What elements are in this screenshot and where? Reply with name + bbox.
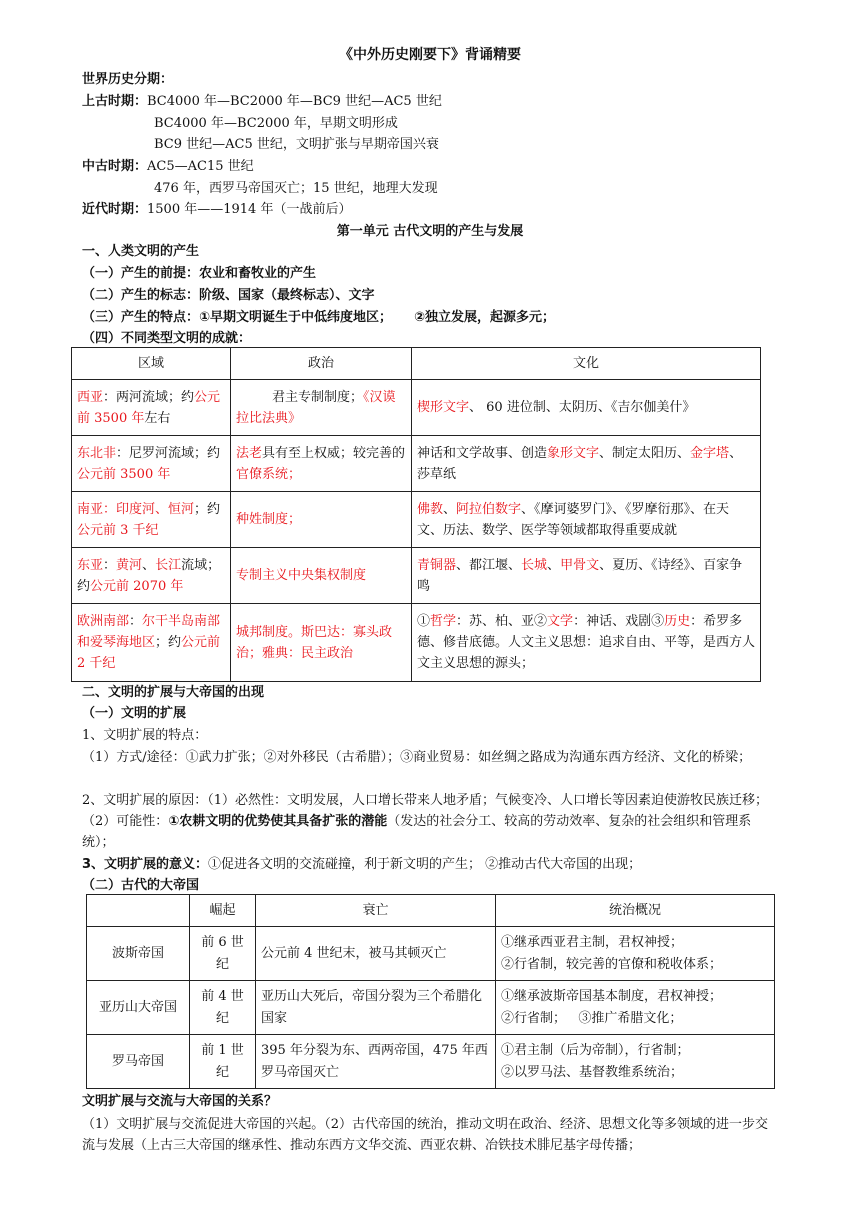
- document-title: 《中外历史刚要下》背诵精要: [339, 47, 521, 63]
- region-cell: 西亚：两河流域；约公元前 3500 年左右: [72, 380, 231, 436]
- sec2-p1: 1、文明扩展的特点：: [82, 728, 208, 743]
- sec1-premise: （一）产生的前提：农业和畜牧业的产生: [82, 266, 317, 281]
- culture-cell: ①哲学：苏、柏、亚②文学：神话、戏剧③历史：希罗多德、修昔底德。人文主义思想：追求自由、平等，是西方人文主义思想的源头；: [412, 604, 761, 682]
- culture-cell: 青铜器、都江堰、长城、甲骨文、夏历、《诗经》、百家争鸣: [412, 548, 761, 604]
- period-medieval-range: AC5—AC15 世纪: [147, 159, 254, 174]
- table-row: [87, 927, 775, 981]
- empire-name: 罗马帝国: [87, 1035, 190, 1089]
- politics-cell: 城邦制度。斯巴达：寡头政治；雅典：民主政治: [231, 604, 412, 682]
- col-header-region: 区域: [72, 348, 231, 380]
- empire-fall: 395 年分裂为东、西两帝国，475 年西罗马帝国灭亡: [256, 1035, 496, 1089]
- empire-fall: 公元前 4 世纪末，被马其顿灭亡: [256, 927, 496, 981]
- region-cell: 南亚：印度河、恒河；约公元前 3 千纪: [72, 492, 231, 548]
- period-modern: [82, 200, 351, 220]
- period-modern-range: 1500 年——1914 年（一战前后）: [147, 202, 352, 217]
- col-header-empty: [87, 895, 190, 927]
- period-ancient-range: BC4000 年—BC2000 年—BC9 世纪—AC5 世纪: [147, 94, 442, 109]
- sec2-p4: 3、文明扩展的意义：①促进各文明的交流碰撞，利于新文明的产生； ②推动古代大帝国的出现；: [82, 857, 642, 872]
- table-row: [72, 492, 761, 548]
- empire-rule: ①继承西亚君主制，君权神授； ②行省制，较完善的官僚和税收体系；: [496, 927, 775, 981]
- table-row: [87, 1035, 775, 1089]
- sec1-features: [82, 308, 555, 328]
- region-cell: 欧洲南部：尔干半岛南部和爱琴海地区；约公元前 2 千纪: [72, 604, 231, 682]
- sec1-achievements: （四）不同类型文明的成就：: [82, 331, 252, 346]
- sec2-p3: 2、文明扩展的原因：（1）必然性：文明发展，人口增长带来人地矛盾；气候变冷、人口增长等因素迫使游牧民族迁移；（2）可能性：①农耕文明的优势使其具备扩张的潜能（发达的社会分工、较高的劳动效率、复杂的社会组织和管理系统）；: [82, 793, 769, 850]
- empire-rule: ①继承波斯帝国基本制度，君权神授； ②行省制； ③推广希腊文化；: [496, 981, 775, 1035]
- period-medieval-label: 中古时期：: [82, 159, 148, 174]
- region-cell: 东亚：黄河、长江流域；约公元前 2070 年: [72, 548, 231, 604]
- politics-cell: 种姓制度；: [231, 492, 412, 548]
- culture-cell: 楔形文字、 60 进位制、太阴历、《吉尔伽美什》: [412, 380, 761, 436]
- sec1-markers: （二）产生的标志：阶级、国家（最终标志）、文字: [82, 288, 375, 303]
- sec1-features-b: ②独立发展，起源多元；: [414, 310, 556, 325]
- region-cell: 东北非：尼罗河流域；约公元前 3500 年: [72, 436, 231, 492]
- empire-fall: 亚历山大死后，帝国分裂为三个希腊化国家: [256, 981, 496, 1035]
- empire-table: [86, 894, 775, 1089]
- period-ancient: [82, 92, 442, 112]
- period-ancient-sub2: BC9 世纪—AC5 世纪，文明扩张与早期帝国兴衰: [154, 137, 439, 152]
- col-header-rise: 崛起: [190, 895, 256, 927]
- table-row: [72, 548, 761, 604]
- col-header-culture: 文化: [412, 348, 761, 380]
- sec2-heading: 二、文明的扩展与大帝国的出现: [82, 685, 265, 700]
- empire-rise: 前 1 世纪: [190, 1035, 256, 1089]
- col-header-rule: 统治概况: [496, 895, 775, 927]
- empire-name: 亚历山大帝国: [87, 981, 190, 1035]
- sec1-features-a: （三）产生的特点：①早期文明诞生于中低纬度地区；: [82, 310, 393, 325]
- unit-title: 第一单元 古代文明的产生与发展: [336, 224, 524, 239]
- empire-rise: 前 6 世纪: [190, 927, 256, 981]
- empire-name: 波斯帝国: [87, 927, 190, 981]
- sec3-heading: 文明扩展与交流与大帝国的关系？: [82, 1094, 278, 1109]
- table-row: [87, 981, 775, 1035]
- sec2-p2: （1）方式/途径：①武力扩张；②对外移民（古希腊）；③商业贸易：如丝绸之路成为沟通东西方经济、文化的桥梁；: [82, 750, 752, 765]
- sec1-heading: 一、人类文明的产生: [82, 244, 200, 259]
- periods-heading: 世界历史分期：: [82, 72, 174, 87]
- col-header-politics: 政治: [231, 348, 412, 380]
- sec2-sub1: （一）文明的扩展: [82, 706, 187, 721]
- table-row: [72, 380, 761, 436]
- culture-cell: 佛教、阿拉伯数字、《摩诃婆罗门》、《罗摩衍那》、在天文、历法、数学、医学等领域都取得重要成就: [412, 492, 761, 548]
- period-ancient-sub1: BC4000 年—BC2000 年，早期文明形成: [154, 116, 398, 131]
- politics-cell: 专制主义中央集权制度: [231, 548, 412, 604]
- culture-cell: 神话和文学故事、创造象形文字、制定太阳历、金字塔、莎草纸: [412, 436, 761, 492]
- civilization-table: [71, 347, 761, 682]
- politics-cell: 法老具有至上权威；较完善的官僚系统；: [231, 436, 412, 492]
- sec2-sub2: （二）古代的大帝国: [82, 878, 200, 893]
- politics-cell: 君主专制制度；《汉谟拉比法典》: [231, 380, 412, 436]
- table-row: [72, 604, 761, 682]
- period-medieval-sub: 476 年，西罗马帝国灭亡；15 世纪，地理大发现: [154, 181, 438, 196]
- col-header-fall: 衰亡: [256, 895, 496, 927]
- empire-rise: 前 4 世纪: [190, 981, 256, 1035]
- sec3-p1: （1）文明扩展与交流促进大帝国的兴起。（2）古代帝国的统治，推动文明在政治、经济、思想文化等多领域的进一步交流与发展（上古三大帝国的继承性、推动东西方文华交流、西亚农耕、冶铁技术腓尼基字母传播；: [82, 1117, 769, 1153]
- table-row: [72, 436, 761, 492]
- period-modern-label: 近代时期：: [82, 202, 148, 217]
- empire-rule: ①君主制（后为帝制），行省制； ②以罗马法、基督教维系统治；: [496, 1035, 775, 1089]
- period-ancient-label: 上古时期：: [82, 94, 148, 109]
- period-medieval: [82, 157, 254, 177]
